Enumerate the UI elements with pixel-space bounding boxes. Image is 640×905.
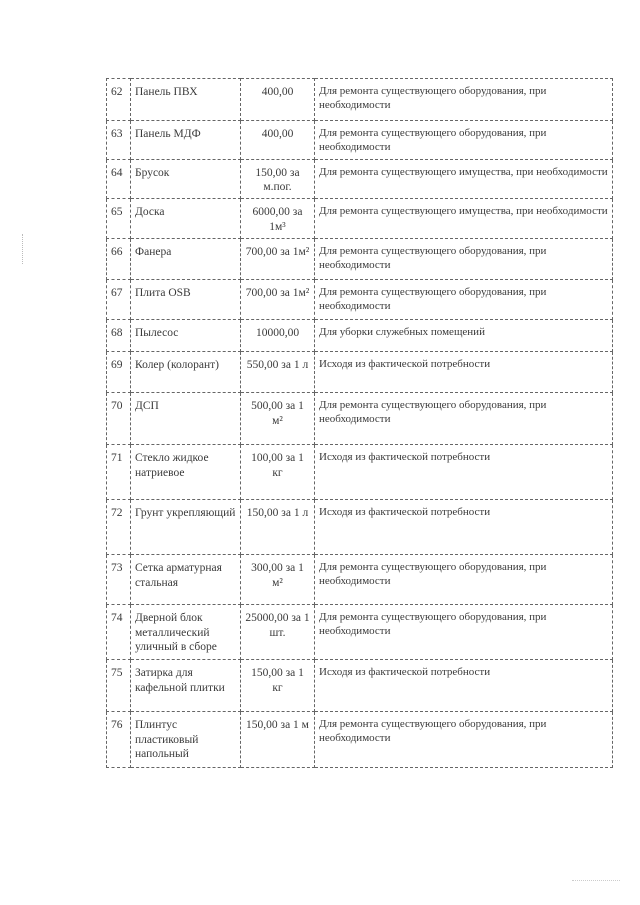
item-price: 400,00 [241,121,315,160]
table-row [107,555,613,605]
item-name: Сетка арматурная стальная [131,555,241,605]
item-note: Для ремонта существующего оборудования, при необходимости [315,393,613,445]
scan-margin-mark [22,234,25,264]
table-row [107,393,613,445]
row-number: 74 [107,605,131,660]
item-note: Исходя из фактической потребности [315,500,613,555]
item-name: Фанера [131,239,241,280]
item-price: 150,00 за 1 л [241,500,315,555]
item-price: 400,00 [241,79,315,121]
table-row [107,712,613,768]
row-number: 76 [107,712,131,768]
item-name: Плинтус пластиковый напольный [131,712,241,768]
row-number: 66 [107,239,131,280]
item-note: Исходя из фактической потребности [315,352,613,393]
table-row [107,280,613,320]
table-row [107,605,613,660]
table-row [107,320,613,352]
item-price: 550,00 за 1 л [241,352,315,393]
item-price: 100,00 за 1 кг [241,445,315,500]
item-price: 150,00 за м.пог. [241,159,315,199]
item-name: Плита OSB [131,280,241,320]
item-note: Для ремонта существующего оборудования, при необходимости [315,239,613,280]
item-price: 300,00 за 1 м² [241,555,315,605]
table-row [107,199,613,239]
table-row [107,352,613,393]
row-number: 67 [107,280,131,320]
table-row [107,445,613,500]
item-price: 25000,00 за 1 шт. [241,605,315,660]
item-price: 700,00 за 1м² [241,280,315,320]
item-price: 10000,00 [241,320,315,352]
item-note: Для ремонта существующего имущества, при необходимости [315,159,613,199]
item-name: Дверной блок металлический уличный в сборе [131,605,241,660]
row-number: 75 [107,660,131,712]
item-note: Для ремонта существующего оборудования, при необходимости [315,121,613,160]
item-note: Исходя из фактической потребности [315,445,613,500]
item-note: Для уборки служебных помещений [315,320,613,352]
table-row [107,500,613,555]
row-number: 72 [107,500,131,555]
item-price: 150,00 за 1 кг [241,660,315,712]
item-note: Исходя из фактической потребности [315,660,613,712]
item-name: Брусок [131,159,241,199]
item-name: Доска [131,199,241,239]
item-name: ДСП [131,393,241,445]
row-number: 65 [107,199,131,239]
table-row [107,79,613,121]
item-note: Для ремонта существующего оборудования, при необходимости [315,79,613,121]
row-number: 69 [107,352,131,393]
item-name: Пылесос [131,320,241,352]
item-price: 700,00 за 1м² [241,239,315,280]
row-number: 62 [107,79,131,121]
item-price: 500,00 за 1 м² [241,393,315,445]
item-name: Панель МДФ [131,121,241,160]
item-note: Для ремонта существующего оборудования, при необходимости [315,555,613,605]
item-name: Затирка для кафельной плитки [131,660,241,712]
item-name: Колер (колорант) [131,352,241,393]
table-row [107,159,613,199]
table-row [107,660,613,712]
scan-corner-mark [572,880,620,884]
items-table [106,78,613,768]
item-name: Грунт укрепляющий [131,500,241,555]
items-table-body [107,79,613,768]
row-number: 64 [107,159,131,199]
item-name: Стекло жидкое натриевое [131,445,241,500]
item-name: Панель ПВХ [131,79,241,121]
row-number: 68 [107,320,131,352]
row-number: 71 [107,445,131,500]
row-number: 63 [107,121,131,160]
row-number: 73 [107,555,131,605]
item-note: Для ремонта существующего имущества, при необходимости [315,199,613,239]
item-price: 150,00 за 1 м [241,712,315,768]
table-row [107,239,613,280]
item-price: 6000,00 за 1м³ [241,199,315,239]
item-note: Для ремонта существующего оборудования, при необходимости [315,280,613,320]
table-row [107,121,613,160]
item-note: Для ремонта существующего оборудования, при необходимости [315,712,613,768]
item-note: Для ремонта существующего оборудования, при необходимости [315,605,613,660]
row-number: 70 [107,393,131,445]
